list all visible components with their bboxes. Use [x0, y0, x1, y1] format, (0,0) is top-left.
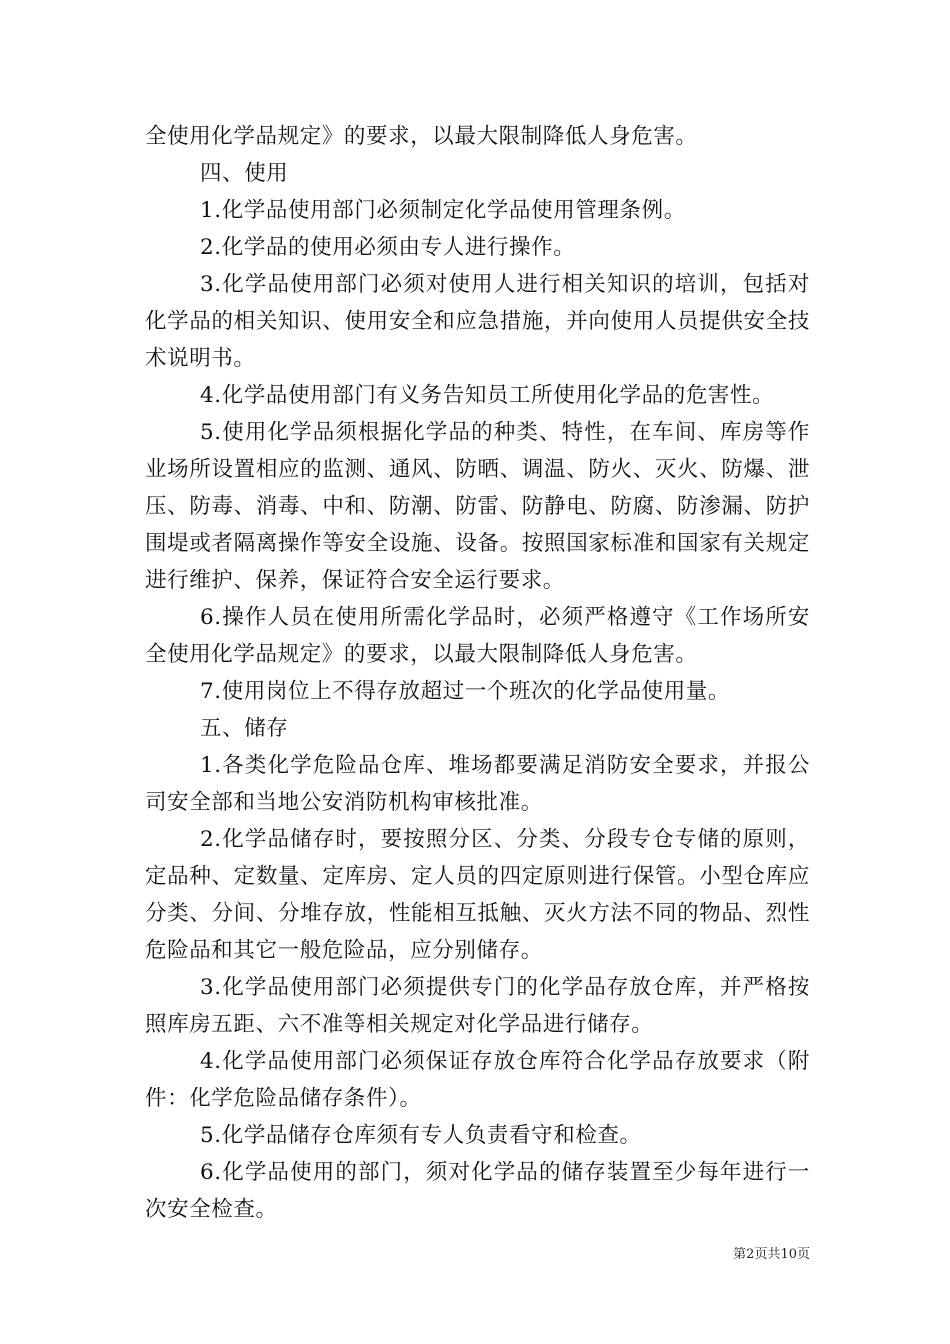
use-item-3: 3.化学品使用部门必须对使用人进行相关知识的培训，包括对化学品的相关知识、使用安全和应急措施，并向使用人员提供安全技术说明书。 — [145, 272, 810, 371]
storage-item-4: 4.化学品使用部门必须保证存放仓库符合化学品存放要求（附件：化学危险品储存条件）。 — [145, 1049, 810, 1111]
storage-item-5: 5.化学品储存仓库须有专人负责看守和检查。 — [200, 1123, 642, 1148]
storage-item-3: 3.化学品使用部门必须提供专门的化学品存放仓库，并严格按照库房五距、六不准等相关规定对化学品进行储存。 — [145, 975, 810, 1037]
use-item-2: 2.化学品的使用必须由专人进行操作。 — [200, 235, 576, 260]
section-heading-storage: 五、储存 — [200, 716, 289, 741]
use-item-1: 1.化学品使用部门必须制定化学品使用管理条例。 — [200, 198, 686, 223]
page-number-footer: 第2页共10页 — [733, 1247, 810, 1262]
use-item-5: 5.使用化学品须根据化学品的种类、特性，在车间、库房等作业场所设置相应的监测、通风、防晒、调温、防火、灭火、防爆、泄压、防毒、消毒、中和、防潮、防雷、防静电、防腐、防渗漏、防护围堤或者隔离操作等安全设施、设备。按照国家标准和国家有关规定进行维护、保养，保证符合安全运行要求。 — [145, 420, 810, 593]
use-item-4: 4.化学品使用部门有义务告知员工所使用化学品的危害性。 — [200, 383, 775, 408]
document-body — [145, 118, 810, 1228]
storage-item-1: 1.各类化学危险品仓库、堆场都要满足消防安全要求，并报公司安全部和当地公安消防机构审核批准。 — [145, 753, 810, 815]
storage-item-2: 2.化学品储存时，要按照分区、分类、分段专仓专储的原则，定品种、定数量、定库房、定人员的四定原则进行保管。小型仓库应分类、分间、分堆存放，性能相互抵触、灭火方法不同的物品、烈性危险品和其它一般危险品，应分别储存。 — [145, 827, 810, 963]
use-item-6: 6.操作人员在使用所需化学品时，必须严格遵守《工作场所安全使用化学品规定》的要求，以最大限制降低人身危害。 — [145, 605, 810, 667]
storage-item-6: 6.化学品使用的部门，须对化学品的储存装置至少每年进行一次安全检查。 — [145, 1160, 810, 1222]
use-item-7: 7.使用岗位上不得存放超过一个班次的化学品使用量。 — [200, 679, 731, 704]
section-heading-use: 四、使用 — [200, 161, 289, 186]
paragraph-continuation: 全使用化学品规定》的要求，以最大限制降低人身危害。 — [145, 124, 698, 149]
